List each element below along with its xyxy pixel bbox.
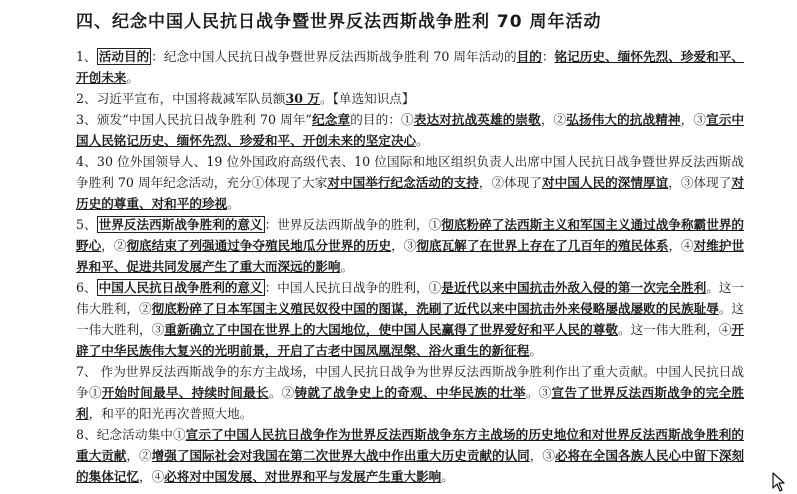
key-point: 开始时间最早、持续时间最长 [101,385,269,400]
key-point: 对维护世界和平、促进共同发展产生了重大而深远的影响 [76,238,745,274]
key-point: 宣示了中国人民抗日战争作为世界反法西斯战争东方主战场的历史地位和对世界反法西斯战争胜利的重大贡献 [76,427,745,463]
text: 。这一伟大胜利，④ [617,322,732,337]
key-point: 彻底粉碎了日本军国主义殖民奴役中国的图谋，洗刷了近代以来中国抗击外来侵略屡战屡败的民族耻辱 [151,301,719,316]
text: 。这一伟大胜利，③ [76,301,745,337]
text: ，③ [529,448,555,463]
text: 8、纪念活动集中① [76,427,186,442]
key-point: 对中国人民的深情厚谊 [542,175,669,190]
text: 。 [126,70,139,85]
key-point: 宣示中国人民铭记历史、缅怀先烈、珍爱和平、开创未来的坚定决心 [76,112,745,148]
text: ：世界反法西斯战争的胜利，① [264,217,442,232]
text: 。 [227,196,240,211]
document-body [76,8,744,487]
item-number: 5、 [76,217,97,232]
text: ： [541,49,555,64]
text: 3、颁发“中国人民抗日战争胜利 70 周年” [76,112,312,127]
text: ，② [126,448,152,463]
text: ，④ [138,469,165,484]
paragraph-6 [76,277,744,361]
paragraph-4 [76,151,744,214]
key-point: 重新确立了中国在世界上的大国地位，使中国人民赢得了世界爱好和平人民的尊敬 [164,322,618,337]
text: 2、习近平宣布，中国将裁减军队员额 [76,91,286,106]
text: 7、 作为世界反法西斯战争的东方主战场，中国人民抗日战争为世界反法西斯战争胜利作出了重大贡献。中国人民抗日战争① [76,364,744,400]
text: ，② [101,238,127,253]
paragraph-5 [76,214,744,277]
key-term: 目的 [516,49,542,64]
text: 。 [441,469,454,484]
text: ，③ [391,238,417,253]
paragraph-1 [76,46,744,88]
key-point: 表达对抗战英雄的崇敬 [413,112,541,127]
section-title: 四、纪念中国人民抗日战争暨世界反法西斯战争胜利 70 周年活动 [76,12,602,32]
text: 。 [340,259,354,274]
text: ，③ [680,112,707,127]
paragraph-8 [76,424,744,487]
key-point: 彻底瓦解了在世界上存在了几百年的殖民体系 [416,238,669,253]
page-gutter [760,0,797,494]
text: ，③体现了 [668,175,732,190]
item-number: 6、 [76,280,97,295]
text: ，和平的阳光再次普照大地。 [88,406,253,421]
text: 。 [529,343,542,358]
key-point: 铸就了战争史上的奇观、中华民族的壮举 [294,385,526,400]
key-point: 对历史的尊重、对和平的珍视 [76,175,745,211]
key-point: 彻底结束了列强通过争夺殖民地瓜分世界的历史 [126,238,392,253]
key-point: 对中国举行纪念活动的支持 [327,175,479,190]
item-number: 1、 [76,49,97,64]
text: 。③ [525,385,552,400]
text: ，④ [668,238,694,253]
text: ：中国人民抗日战争的胜利，① [264,280,442,295]
key-point: 30 万 [285,91,321,106]
text: 。② [268,385,295,400]
text: 的目的：① [350,112,414,127]
key-term: 纪念章 [311,112,351,127]
paragraph-7 [76,361,744,424]
key-point: 是近代以来中国抗击外敌入侵的第一次完全胜利 [441,280,707,295]
key-point: 宣告了世界反法西斯战争的完全胜利 [76,385,745,421]
boxed-heading: 中国人民抗日战争胜利的意义 [98,280,263,295]
text: ，②体现了 [478,175,543,190]
key-point: 必将对中国发展、对世界和平与发展产生重大影响 [164,469,442,484]
key-point: 弘扬伟大的抗战精神 [566,112,681,127]
paragraph-3 [76,109,744,151]
text: 4、30 位外国领导人、19 位外国政府高级代表、10 位国际和地区组织负责人出席中国人民抗日战争暨世界反法西斯战争胜利 70 周年纪念活动，充分①体现了大家 [76,154,744,190]
text: 。 [416,133,429,148]
mouse-cursor-icon [772,472,786,492]
text: 。【单选知识点】 [320,91,415,106]
boxed-heading: 活动目的 [98,49,150,64]
key-point: 必将在全国各族人民心中留下深刻的集体记忆 [76,448,745,484]
text: ，② [540,112,567,127]
key-point: 增强了国际社会对我国在第二次世界大战中作出重大历史贡献的认同 [151,448,530,463]
key-point: 铭记历史、缅怀先烈、珍爱和平、开创未来 [76,49,745,85]
text: 。这一伟大胜利，② [76,280,745,316]
key-point: 开辟了中华民族伟大复兴的光明前景，开启了古老中国凤凰涅槃、浴火重生的新征程 [76,322,745,358]
text: ：纪念中国人民抗日战争暨世界反法西斯战争胜利 70 周年活动的 [151,49,517,64]
boxed-heading: 世界反法西斯战争胜利的意义 [98,217,263,232]
paragraph-2 [76,88,744,109]
key-point: 彻底粉碎了法西斯主义和军国主义通过战争称霸世界的野心 [76,217,745,253]
